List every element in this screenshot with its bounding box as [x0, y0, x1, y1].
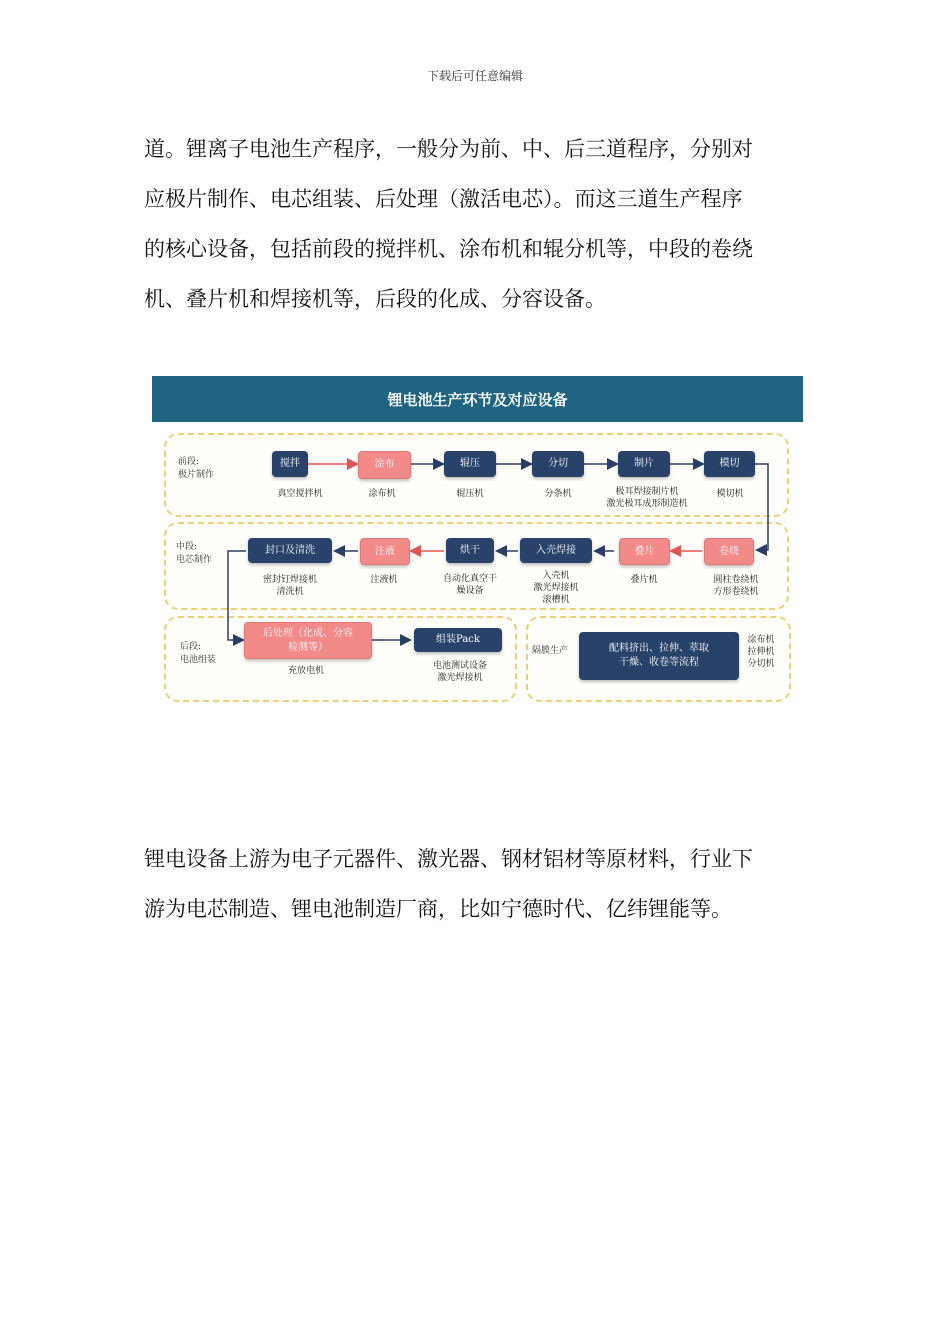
equipment-caption	[248, 574, 332, 598]
paragraph-line: 道。锂离子电池生产程序，一般分为前、中、后三道程序，分别对	[144, 137, 753, 161]
caption-line: 滚槽机	[542, 595, 570, 605]
caption-line: 圆柱卷绕机	[713, 575, 759, 585]
step-coating: 涂布	[358, 451, 411, 479]
middle-stage-label	[176, 541, 212, 567]
stage-label-line: 电芯制作	[176, 555, 213, 565]
page-header: 下载后可任意编辑	[426, 69, 523, 83]
step-slitting: 分切	[532, 451, 584, 477]
front-stage-label	[178, 456, 214, 482]
step-drying: 烘干	[446, 538, 494, 563]
paragraph-line: 的核心设备，包括前段的搅拌机、涂布机和辊分机等，中段的卷绕	[144, 237, 753, 261]
step-die-cutting: 模切	[704, 451, 755, 477]
production-flow-diagram	[152, 376, 803, 706]
separator-process-box	[579, 632, 739, 680]
stage-label-line: 后段:	[180, 642, 202, 652]
equipment-caption	[514, 570, 598, 606]
equipment-caption	[740, 634, 782, 670]
caption-line: 分切机	[747, 659, 775, 669]
equipment-caption: 模切机	[716, 489, 744, 499]
stage-label-line: 前段:	[178, 457, 200, 467]
equipment-caption	[696, 574, 776, 598]
caption-line: 激光焊接机	[437, 673, 483, 683]
equipment-caption	[414, 660, 506, 684]
paragraph-2	[144, 834, 814, 934]
equipment-caption: 叠片机	[630, 575, 658, 585]
stage-label-line: 极片制作	[178, 470, 215, 480]
caption-line: 涂布机	[747, 635, 775, 645]
box-line: 后处理（化成、分容	[263, 627, 353, 639]
equipment-caption	[592, 486, 702, 510]
step-sealing-cleaning: 封口及清洗	[248, 538, 332, 563]
step-mixing: 搅拌	[272, 451, 308, 477]
equipment-caption: 注液机	[370, 575, 398, 585]
caption-line: 清洗机	[276, 587, 304, 597]
step-electrolyte-filling: 注液	[360, 538, 410, 565]
step-tab-making: 制片	[618, 451, 670, 477]
equipment-caption: 辊压机	[456, 489, 484, 499]
equipment-caption: 充放电机	[287, 666, 324, 676]
caption-line: 激光极耳成形制造机	[606, 499, 688, 509]
caption-line: 电池测试设备	[432, 661, 487, 671]
box-line: 干燥、收卷等流程	[619, 657, 699, 668]
caption-line: 激光焊接机	[533, 583, 579, 593]
paragraph-line: 应极片制作、电芯组装、后处理（激活电芯）。而这三道生产程序	[144, 187, 743, 211]
stage-label-line: 电池组装	[180, 655, 217, 665]
step-stacking: 叠片	[619, 538, 670, 565]
step-pack-assembly: 组装Pack	[414, 628, 502, 652]
caption-line: 拉伸机	[747, 647, 775, 657]
back-stage-label	[180, 641, 216, 667]
step-winding: 卷绕	[704, 538, 754, 565]
caption-line: 极耳焊接制片机	[615, 487, 679, 497]
paragraph-line: 机、叠片机和焊接机等，后段的化成、分容设备。	[144, 287, 606, 311]
step-post-treatment	[244, 622, 372, 659]
separator-stage-label: 隔膜生产	[532, 646, 569, 656]
paragraph-1	[144, 124, 814, 324]
box-line: 配料挤出、拉伸、萃取	[609, 643, 709, 654]
caption-line: 方形卷绕机	[713, 587, 759, 597]
equipment-caption: 分条机	[544, 489, 572, 499]
stage-label-line: 中段:	[176, 542, 198, 552]
paragraph-line: 锂电设备上游为电子元器件、激光器、钢材铝材等原材料，行业下	[144, 847, 753, 871]
caption-line: 入壳机	[542, 571, 570, 581]
caption-line: 自动化真空干	[442, 574, 497, 584]
equipment-caption: 涂布机	[368, 489, 396, 499]
caption-line: 燥设备	[456, 586, 484, 596]
paragraph-line: 游为电芯制造、锂电池制造厂商，比如宁德时代、亿纬锂能等。	[144, 897, 732, 921]
step-rolling: 辊压	[444, 451, 496, 477]
box-line: 检测等）	[288, 641, 328, 653]
caption-line: 密封钉焊接机	[262, 575, 317, 585]
equipment-caption	[428, 573, 512, 597]
diagram-title: 锂电池生产环节及对应设备	[152, 376, 803, 422]
equipment-caption: 真空搅拌机	[277, 489, 323, 499]
step-casing-welding: 入壳焊接	[520, 538, 592, 563]
